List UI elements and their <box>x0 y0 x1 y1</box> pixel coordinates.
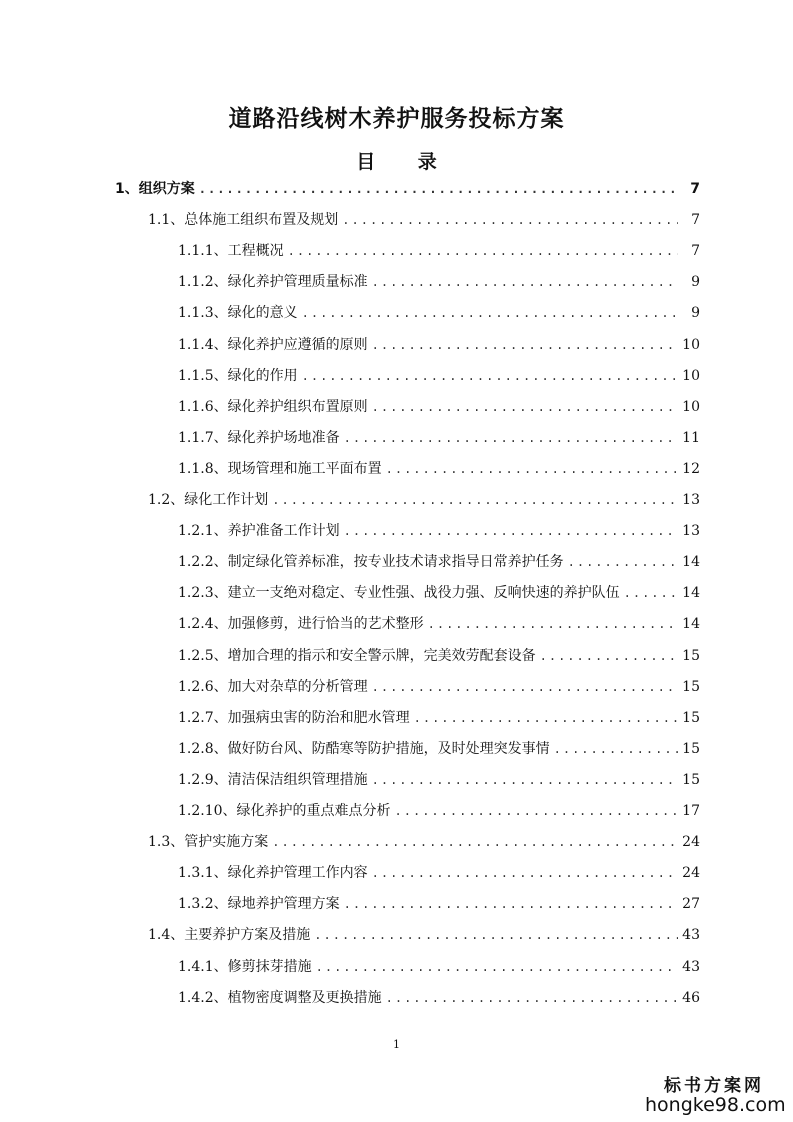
toc-entry[interactable] <box>178 707 700 731</box>
toc-entry-page: 15 <box>682 740 700 757</box>
toc-leader-dots <box>316 960 678 974</box>
toc-entry-label: 1.1、总体施工组织布置及规划 <box>148 212 339 229</box>
toc-entry[interactable] <box>148 924 700 948</box>
toc-entry-page: 11 <box>682 429 700 446</box>
toc-entry-page: 10 <box>682 367 700 384</box>
toc-leader-dots <box>372 866 678 880</box>
toc-entry-label: 1.1.6、绿化养护组织布置原则 <box>178 398 368 415</box>
toc-entry-page: 10 <box>682 398 700 415</box>
toc-entry-page: 14 <box>682 554 700 571</box>
toc-entry-label: 1.3.1、绿化养护管理工作内容 <box>178 865 368 882</box>
toc-entry-page: 15 <box>682 771 700 788</box>
toc-leader-dots <box>272 835 678 849</box>
toc-entry-label: 1.1.8、现场管理和施工平面布置 <box>178 460 382 477</box>
toc-entry-label: 1.2.8、做好防台风、防酷寒等防护措施，及时处理突发事情 <box>178 740 550 757</box>
toc-leader-dots <box>199 182 678 196</box>
toc-entry-label: 1.1.1、工程概况 <box>178 243 284 260</box>
toc-entry-label: 1.2.2、制定绿化管养标准，按专业技术请求指导日常养护任务 <box>178 554 564 571</box>
toc-entry[interactable] <box>178 458 700 482</box>
toc-leader-dots <box>428 617 678 631</box>
toc-entry-label: 1.2.9、清洁保洁组织管理措施 <box>178 771 368 788</box>
toc-entry-label: 1.2.1、养护准备工作计划 <box>178 523 340 540</box>
toc-entry[interactable] <box>148 489 700 513</box>
toc-entry[interactable] <box>178 738 700 762</box>
toc-entry[interactable] <box>115 178 700 202</box>
toc-entry-page: 15 <box>682 678 700 695</box>
toc-leader-dots <box>414 711 678 725</box>
toc-entry-label: 1.1.3、绿化的意义 <box>178 305 298 322</box>
toc-entry[interactable] <box>178 551 700 575</box>
toc-entry-page: 9 <box>691 274 700 291</box>
toc-leader-dots <box>395 804 678 818</box>
toc-leader-dots <box>372 275 678 289</box>
toc-entry-label: 1.4.1、修剪抹芽措施 <box>178 958 312 975</box>
toc-entry-label: 1.2.6、加大对杂草的分析管理 <box>178 678 368 695</box>
toc-entry[interactable] <box>178 613 700 637</box>
toc-entry-page: 46 <box>682 989 700 1006</box>
toc-leader-dots <box>314 928 678 942</box>
toc-entry-label: 1.1.2、绿化养护管理质量标准 <box>178 274 368 291</box>
toc-entry-page: 13 <box>682 492 700 508</box>
toc-leader-dots <box>372 338 678 352</box>
toc-entry-page: 10 <box>682 336 700 353</box>
toc-entry[interactable] <box>178 427 700 451</box>
toc-entry[interactable] <box>178 676 700 700</box>
toc-entry[interactable] <box>148 209 700 233</box>
toc-entry-label: 1.1.5、绿化的作用 <box>178 367 298 384</box>
toc-entry[interactable] <box>178 862 700 886</box>
toc-entry-page: 12 <box>682 460 700 477</box>
toc-entry-label: 1.2.3、建立一支绝对稳定、专业性强、战役力强、反响快速的养护队伍 <box>178 585 620 602</box>
toc-leader-dots <box>344 431 678 445</box>
toc-entry-page: 14 <box>682 585 700 602</box>
toc-leader-dots <box>372 400 678 414</box>
toc-entry[interactable] <box>178 582 700 606</box>
toc-entry-label: 1.2.10、绿化养护的重点难点分析 <box>178 803 391 819</box>
watermark-url: hongke98.com <box>645 1094 786 1116</box>
toc-entry[interactable] <box>178 800 700 824</box>
toc-entry-label: 1.2.4、加强修剪，进行恰当的艺术整形 <box>178 616 424 633</box>
toc-leader-dots <box>386 991 678 1005</box>
toc-entry-page: 43 <box>682 958 700 975</box>
toc-entry[interactable] <box>178 334 700 358</box>
toc-entry-page: 14 <box>682 616 700 633</box>
toc-entry[interactable] <box>178 396 700 420</box>
toc-entry-page: 27 <box>682 896 700 913</box>
toc-entry-label: 1.2、绿化工作计划 <box>148 492 269 508</box>
toc-entry-page: 7 <box>690 181 700 197</box>
page-number: 1 <box>393 1038 400 1051</box>
toc-leader-dots <box>344 897 678 911</box>
toc-entry-page: 17 <box>682 803 700 819</box>
toc-entry-page: 9 <box>691 305 700 322</box>
toc-leader-dots <box>624 586 678 600</box>
document-title: 道路沿线树木养护服务投标方案 <box>228 106 565 132</box>
toc-entry[interactable] <box>178 769 700 793</box>
toc-entry[interactable] <box>178 271 700 295</box>
toc-entry-page: 13 <box>682 523 700 540</box>
toc-entry[interactable] <box>178 645 700 669</box>
toc-entry-label: 1、组织方案 <box>115 181 195 197</box>
toc-entry-label: 1.2.7、加强病虫害的防治和肥水管理 <box>178 709 410 726</box>
toc-entry-page: 24 <box>682 834 700 851</box>
toc-entry-label: 1.3.2、绿地养护管理方案 <box>178 896 340 913</box>
toc-leader-dots <box>288 244 678 258</box>
toc-heading: 目 录 <box>356 151 455 173</box>
watermark-name: 标书方案网 <box>664 1076 764 1096</box>
toc-entry-page: 15 <box>682 709 700 726</box>
toc-leader-dots <box>386 462 678 476</box>
toc-entry[interactable] <box>178 956 700 980</box>
toc-entry-label: 1.3、管护实施方案 <box>148 834 269 851</box>
toc-entry-label: 1.2.5、增加合理的指示和安全警示牌，完美效劳配套设备 <box>178 647 536 664</box>
toc-leader-dots <box>372 773 678 787</box>
toc-entry[interactable] <box>178 520 700 544</box>
toc-entry-page: 7 <box>691 212 700 229</box>
toc-entry-label: 1.4、主要养护方案及措施 <box>148 927 311 944</box>
toc-entry-page: 7 <box>691 243 700 260</box>
toc-entry-page: 43 <box>682 927 700 944</box>
toc-entry-page: 15 <box>682 647 700 664</box>
toc-entry[interactable] <box>148 831 700 855</box>
toc-leader-dots <box>272 493 678 507</box>
toc-leader-dots <box>372 680 678 694</box>
toc-entry-page: 24 <box>682 865 700 882</box>
toc-entry[interactable] <box>178 365 700 389</box>
toc-leader-dots <box>344 524 678 538</box>
toc-leader-dots <box>342 213 678 227</box>
toc-leader-dots <box>540 649 678 663</box>
toc-leader-dots <box>302 306 678 320</box>
toc-leader-dots <box>554 742 678 756</box>
toc-leader-dots <box>568 555 678 569</box>
toc-entry[interactable] <box>178 240 700 264</box>
toc-entry-label: 1.1.7、绿化养护场地准备 <box>178 429 340 446</box>
toc-entry-label: 1.4.2、植物密度调整及更换措施 <box>178 989 382 1006</box>
toc-leader-dots <box>302 369 678 383</box>
toc-entry[interactable] <box>178 302 700 326</box>
toc-entry[interactable] <box>178 987 700 1011</box>
toc-entry-label: 1.1.4、绿化养护应遵循的原则 <box>178 336 368 353</box>
toc-entry[interactable] <box>178 893 700 917</box>
